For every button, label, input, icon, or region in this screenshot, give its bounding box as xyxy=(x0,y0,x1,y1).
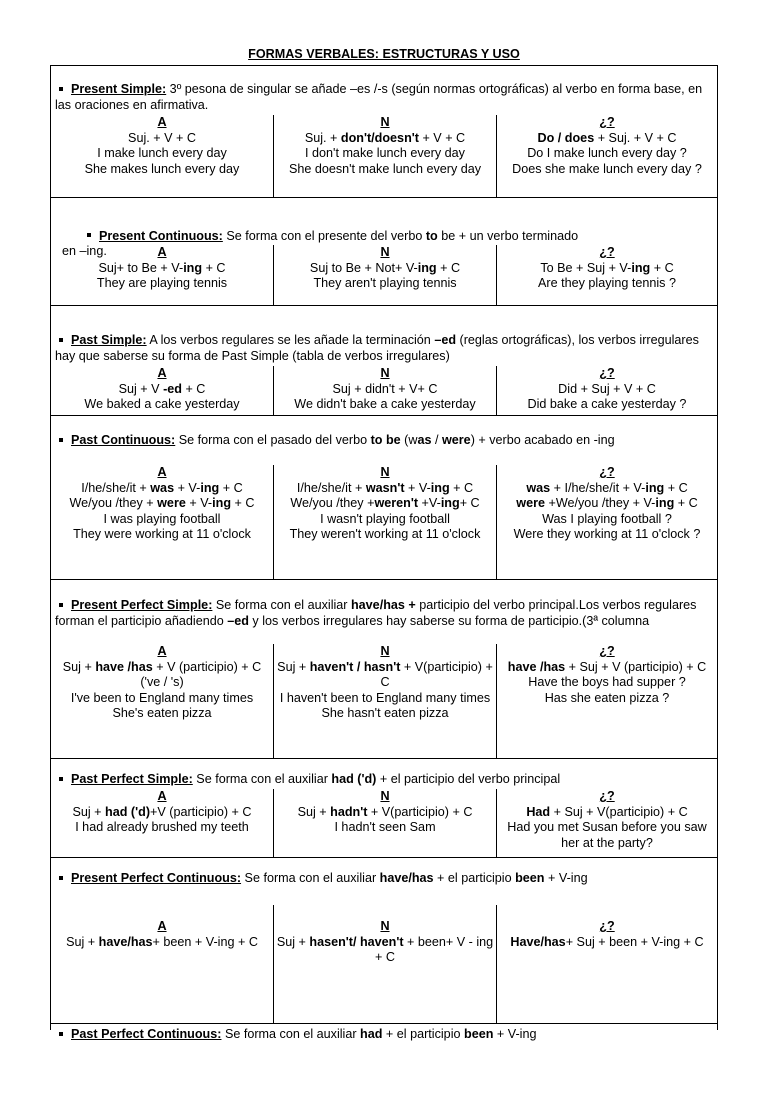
example-line: I don't make lunch every day xyxy=(305,146,465,160)
column-header: ¿? xyxy=(599,366,615,380)
example-line: She hasn't eaten pizza xyxy=(321,706,449,720)
structure-columns xyxy=(51,465,717,579)
document-title: FORMAS VERBALES: ESTRUCTURAS Y USO xyxy=(248,47,520,61)
example-line: I make lunch every day xyxy=(97,146,227,160)
bullet-icon xyxy=(59,1032,63,1036)
column-header: N xyxy=(380,465,390,479)
section-description: Se forma con el pasado del verbo to be (was / were) + verbo acabado en -ing xyxy=(175,433,615,447)
example-line: Had + Suj + V(participio) + C xyxy=(526,804,688,819)
column-header: ¿? xyxy=(599,644,615,658)
interrogative-column xyxy=(496,789,717,857)
bullet-icon xyxy=(59,87,63,91)
interrogative-column xyxy=(496,644,717,758)
interrogative-column xyxy=(496,905,717,1023)
example-line: I wasn't playing football xyxy=(320,511,450,526)
section-name: Past Perfect Continuous: xyxy=(71,1027,222,1041)
example-line: Do / does + Suj. + V + C xyxy=(537,130,677,145)
example-line: Was I playing football ? xyxy=(542,511,672,526)
example-line: Did + Suj + V + C xyxy=(558,381,656,396)
section-present-continuous xyxy=(51,197,717,306)
structure-columns xyxy=(51,366,717,415)
example-line: Suj + hadn't + V(participio) + C xyxy=(297,804,473,819)
section-present-simple xyxy=(51,66,717,198)
example-line: I/he/she/it + wasn't + V-ing + C xyxy=(296,480,474,495)
section-present-perfect-simple xyxy=(51,579,717,759)
section-name: Present Simple: xyxy=(71,82,167,96)
affirmative-column xyxy=(51,789,273,857)
example-line: Have/has+ Suj + been + V-ing + C xyxy=(510,934,704,949)
example-line: Had you met Susan before you saw her at the party? xyxy=(507,820,707,850)
negative-column xyxy=(273,465,496,579)
example-line: We/you /they + were + V-ing + C xyxy=(69,496,255,510)
section-present-perfect-continuous xyxy=(51,857,717,1024)
affirmative-column xyxy=(51,245,273,305)
example-line: Were they working at 11 o'clock ? xyxy=(513,527,701,541)
negative-column xyxy=(273,789,496,857)
column-header: A xyxy=(157,115,167,129)
example-line: They aren't playing tennis xyxy=(313,276,457,290)
example-line: Has she eaten pizza ? xyxy=(544,690,670,705)
column-header: ¿? xyxy=(599,919,615,933)
example-line: She doesn't make lunch every day xyxy=(288,161,482,176)
column-header: ¿? xyxy=(599,465,615,479)
example-line: Suj+ to Be + V-ing + C xyxy=(98,260,226,275)
column-header: A xyxy=(157,789,167,803)
structure-columns xyxy=(51,644,717,758)
column-header: N xyxy=(380,644,390,658)
example-line: have /has + Suj + V (participio) + C xyxy=(507,659,707,674)
section-heading xyxy=(51,758,717,788)
section-heading xyxy=(51,305,717,364)
section-heading xyxy=(51,1023,717,1043)
example-line: Did bake a cake yesterday ? xyxy=(527,397,687,411)
bullet-icon xyxy=(87,233,91,237)
section-heading xyxy=(51,66,717,113)
example-line: To Be + Suj + V-ing + C xyxy=(540,260,674,275)
structure-columns xyxy=(51,905,717,1023)
example-line: Suj. + don't/doesn't + V + C xyxy=(304,130,466,145)
bullet-icon xyxy=(59,338,63,342)
section-past-perfect-continuous xyxy=(51,1023,717,1093)
interrogative-column xyxy=(496,465,717,579)
section-past-continuous xyxy=(51,415,717,580)
example-line: They were working at 11 o'clock xyxy=(73,527,251,541)
affirmative-column xyxy=(51,465,273,579)
structure-columns xyxy=(51,115,717,197)
column-header: N xyxy=(380,245,390,259)
example-line: Suj + didn't + V+ C xyxy=(332,381,438,396)
example-line: We/you /they +weren't +V-ing+ C xyxy=(290,496,480,510)
column-header: ¿? xyxy=(599,245,615,259)
example-line: I was playing football xyxy=(103,511,221,526)
example-line: I haven't been to England many times xyxy=(279,690,491,705)
section-description: 3º pesona de singular se añade –es /-s (según normas ortográficas) al verbo en forma base, en las oraciones en afirmativa. xyxy=(55,82,703,112)
negative-column xyxy=(273,115,496,197)
affirmative-column xyxy=(51,115,273,197)
interrogative-column xyxy=(496,115,717,197)
section-past-simple xyxy=(51,305,717,416)
example-line: Have the boys had supper ? xyxy=(528,675,686,689)
example-line: They weren't working at 11 o'clock xyxy=(289,527,481,541)
column-header: A xyxy=(157,465,167,479)
section-past-perfect-simple xyxy=(51,758,717,858)
structure-columns xyxy=(51,245,717,305)
example-line: Suj to Be + Not+ V-ing + C xyxy=(309,260,461,275)
section-name: Present Continuous: xyxy=(99,228,223,243)
affirmative-column xyxy=(51,644,273,758)
example-line: I've been to England many times xyxy=(70,690,254,705)
negative-column xyxy=(273,245,496,305)
section-name: Past Continuous: xyxy=(71,433,176,447)
example-line: was + I/he/she/it + V-ing + C xyxy=(526,480,688,495)
section-name: Past Perfect Simple: xyxy=(71,772,193,786)
column-header: ¿? xyxy=(599,115,615,129)
negative-column xyxy=(273,366,496,415)
interrogative-column xyxy=(496,245,717,305)
bullet-icon xyxy=(59,438,63,442)
example-line: were +We/you /they + V-ing + C xyxy=(516,496,698,510)
example-line: Suj. + V + C xyxy=(128,130,196,145)
section-name: Present Perfect Continuous: xyxy=(71,871,242,885)
example-line: They are playing tennis xyxy=(96,276,228,290)
section-name: Past Simple: xyxy=(71,333,147,347)
example-line: I/he/she/it + was + V-ing + C xyxy=(81,480,243,495)
negative-column xyxy=(273,644,496,758)
example-line: ('ve / 's) xyxy=(140,675,184,689)
section-description: Se forma con el auxiliar had ('d) + el participio del verbo principal xyxy=(192,772,561,786)
example-line: Suj + haven't / hasn't + V(participio) + C xyxy=(277,659,493,689)
negative-column xyxy=(273,905,496,1023)
example-line: She's eaten pizza xyxy=(112,706,212,720)
example-line: Suj + have/has+ been + V-ing + C xyxy=(66,934,258,949)
example-line: Do I make lunch every day ? xyxy=(527,146,687,160)
example-line: She makes lunch every day xyxy=(84,161,240,176)
bullet-icon xyxy=(59,876,63,880)
column-header: ¿? xyxy=(599,789,615,803)
example-line: Suj + had ('d)+V (participio) + C xyxy=(72,804,252,819)
column-header: N xyxy=(380,115,390,129)
column-header: N xyxy=(380,789,390,803)
example-line: We didn't bake a cake yesterday xyxy=(294,397,476,411)
interrogative-column xyxy=(496,366,717,415)
column-header: A xyxy=(157,245,167,259)
affirmative-column xyxy=(51,366,273,415)
example-line: I had already brushed my teeth xyxy=(75,820,249,834)
column-header: N xyxy=(380,919,390,933)
example-line: I hadn't seen Sam xyxy=(334,820,436,834)
section-description: A los verbos regulares se les añade la terminación –ed (reglas ortográficas), los verbos irregulares hay que saberse su forma de Past Simple (tabla de verbos irregulares) xyxy=(55,333,699,363)
column-header: A xyxy=(157,644,167,658)
bullet-icon xyxy=(59,603,63,607)
example-line: Does she make lunch every day ? xyxy=(512,161,702,176)
section-heading xyxy=(51,415,717,449)
example-line: Are they playing tennis ? xyxy=(538,276,676,290)
verb-forms-table xyxy=(50,65,718,1041)
structure-columns xyxy=(51,789,717,857)
section-name: Present Perfect Simple: xyxy=(71,598,213,612)
example-line: Suj + V -ed + C xyxy=(118,381,206,396)
section-heading xyxy=(51,579,717,629)
example-line: We baked a cake yesterday xyxy=(84,397,240,411)
column-header: N xyxy=(380,366,390,380)
example-line: Suj + hasen't/ haven't + been+ V - ing + C xyxy=(276,934,494,964)
bullet-icon xyxy=(59,777,63,781)
section-description: Se forma con el presente del verbo to be + un verbo terminado en –ing. xyxy=(62,228,579,258)
example-line: Suj + have /has + V (participio) + C xyxy=(62,659,262,674)
section-description: Se forma con el auxiliar have/has + participio del verbo principal.Los verbos regulares forman el participio añadiendo –ed y los verbos irregulares hay saberse su forma de participio.(3ª columna xyxy=(55,598,697,628)
section-description: Se forma con el auxiliar had + el participio been + V-ing xyxy=(221,1027,537,1041)
column-header: A xyxy=(157,919,167,933)
affirmative-column xyxy=(51,905,273,1023)
column-header: A xyxy=(157,366,167,380)
section-description: Se forma con el auxiliar have/has + el participio been + V-ing xyxy=(241,871,588,885)
section-heading xyxy=(51,857,717,887)
